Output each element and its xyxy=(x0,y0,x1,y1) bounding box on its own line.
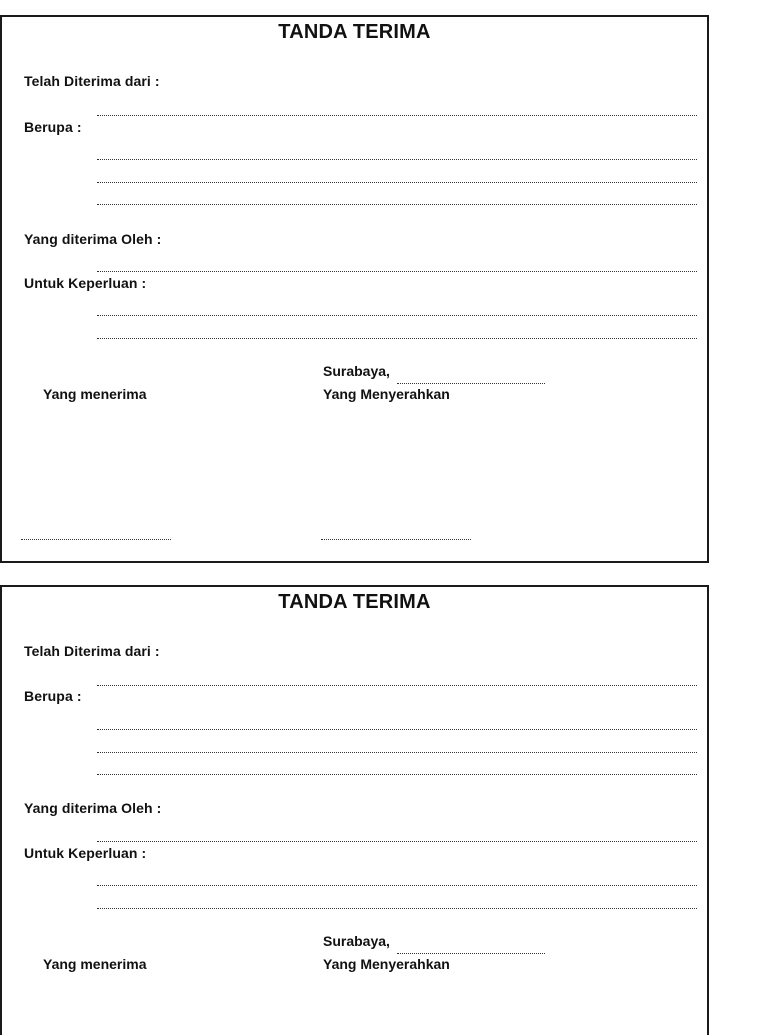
purpose-line-2 xyxy=(97,338,697,339)
receipt-title: TANDA TERIMA xyxy=(278,591,431,613)
receipt-title: TANDA TERIMA xyxy=(278,21,431,43)
received-by-line xyxy=(97,271,697,272)
giver-signature-line xyxy=(321,539,471,540)
item-label: Berupa : xyxy=(24,688,82,704)
receipt-form-2 xyxy=(0,585,709,1035)
received-from-label: Telah Diterima dari : xyxy=(24,73,160,89)
date-line xyxy=(397,383,545,384)
received-from-label: Telah Diterima dari : xyxy=(24,643,160,659)
giver-label: Yang Menyerahkan xyxy=(323,956,450,972)
item-line-3 xyxy=(97,774,697,775)
received-by-label: Yang diterima Oleh : xyxy=(24,800,162,816)
item-line-1 xyxy=(97,159,697,160)
item-line-2 xyxy=(97,752,697,753)
city-date-label: Surabaya, xyxy=(323,363,390,379)
item-line-3 xyxy=(97,204,697,205)
receiver-label: Yang menerima xyxy=(43,956,147,972)
item-line-2 xyxy=(97,182,697,183)
receipt-form-1 xyxy=(0,15,709,563)
received-by-line xyxy=(97,841,697,842)
receiver-label: Yang menerima xyxy=(43,386,147,402)
giver-label: Yang Menyerahkan xyxy=(323,386,450,402)
purpose-label: Untuk Keperluan : xyxy=(24,845,147,861)
purpose-line-2 xyxy=(97,908,697,909)
item-label: Berupa : xyxy=(24,119,82,135)
purpose-label: Untuk Keperluan : xyxy=(24,275,147,291)
received-from-line xyxy=(97,115,697,116)
city-date-label: Surabaya, xyxy=(323,933,390,949)
purpose-line-1 xyxy=(97,315,697,316)
item-line-1 xyxy=(97,729,697,730)
purpose-line-1 xyxy=(97,885,697,886)
received-from-line xyxy=(97,685,697,686)
receiver-signature-line xyxy=(21,539,171,540)
date-line xyxy=(397,953,545,954)
received-by-label: Yang diterima Oleh : xyxy=(24,231,162,247)
